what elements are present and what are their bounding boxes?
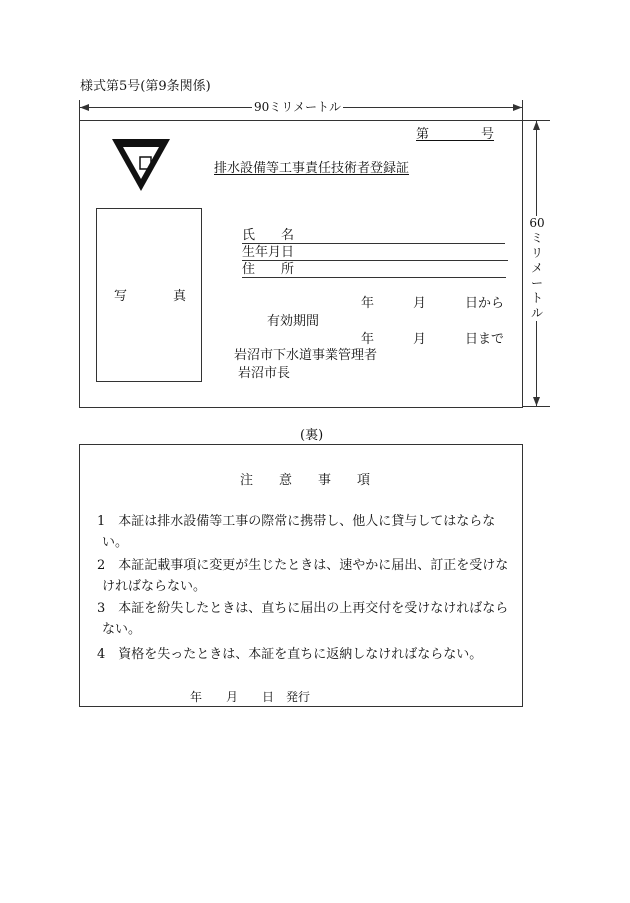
address-line (242, 277, 506, 278)
card-title: 排水設備等工事責任技術者登録証 (214, 161, 410, 176)
note-2-line-2: ければならない。 (102, 579, 207, 594)
arrow-left-icon (80, 103, 90, 112)
validity-to: 年 月 日まで (361, 332, 505, 347)
note-1-line-2: い。 (102, 535, 129, 550)
name-line (242, 243, 505, 244)
height-label: 60ミリメートル (529, 216, 545, 320)
validity-label: 有効期間 (267, 314, 320, 329)
arrow-down-icon (532, 396, 541, 406)
note-4-line-1: 4 資格を失ったときは、本証を直ちに返納しなければならない。 (97, 647, 483, 662)
back-card (79, 444, 523, 707)
issuer-mayor: 岩沼市長 (238, 366, 291, 381)
back-side-label: (裏) (300, 428, 324, 443)
registration-number: 第 号 (416, 127, 495, 142)
note-3-line-2: ない。 (102, 622, 142, 637)
front-card (79, 120, 523, 408)
form-number: 様式第5号(第9条関係) (80, 79, 211, 94)
notes-heading: 注 意 事 項 (240, 473, 371, 488)
birthdate-line (242, 260, 508, 261)
note-2-line-1: 2 本証記載事項に変更が生じたときは、速やかに届出、訂正を受けな (97, 558, 509, 573)
address-label: 住 所 (242, 262, 295, 277)
validity-from: 年 月 日から (361, 296, 505, 311)
photo-label-char-2: 真 (172, 289, 186, 304)
name-label: 氏 名 (242, 228, 295, 243)
arrow-right-icon (512, 103, 522, 112)
emblem-icon (110, 135, 172, 195)
arrow-up-icon (532, 121, 541, 131)
width-label: 90ミリメートル (254, 100, 342, 114)
photo-box (96, 208, 202, 382)
height-extension-bottom (522, 406, 550, 407)
photo-label (114, 289, 186, 305)
photo-label-char-1: 写 (114, 289, 128, 304)
width-extension-right (522, 100, 523, 122)
birthdate-label: 生年月日 (242, 245, 295, 260)
issuer-manager: 岩沼市下水道事業管理者 (234, 348, 378, 363)
issue-date: 年 月 日 発行 (190, 690, 311, 704)
note-1-line-1: 1 本証は排水設備等工事の際常に携帯し、他人に貸与してはならな (97, 514, 496, 529)
note-3-line-1: 3 本証を紛失したときは、直ちに届出の上再交付を受けなければなら (97, 601, 509, 616)
